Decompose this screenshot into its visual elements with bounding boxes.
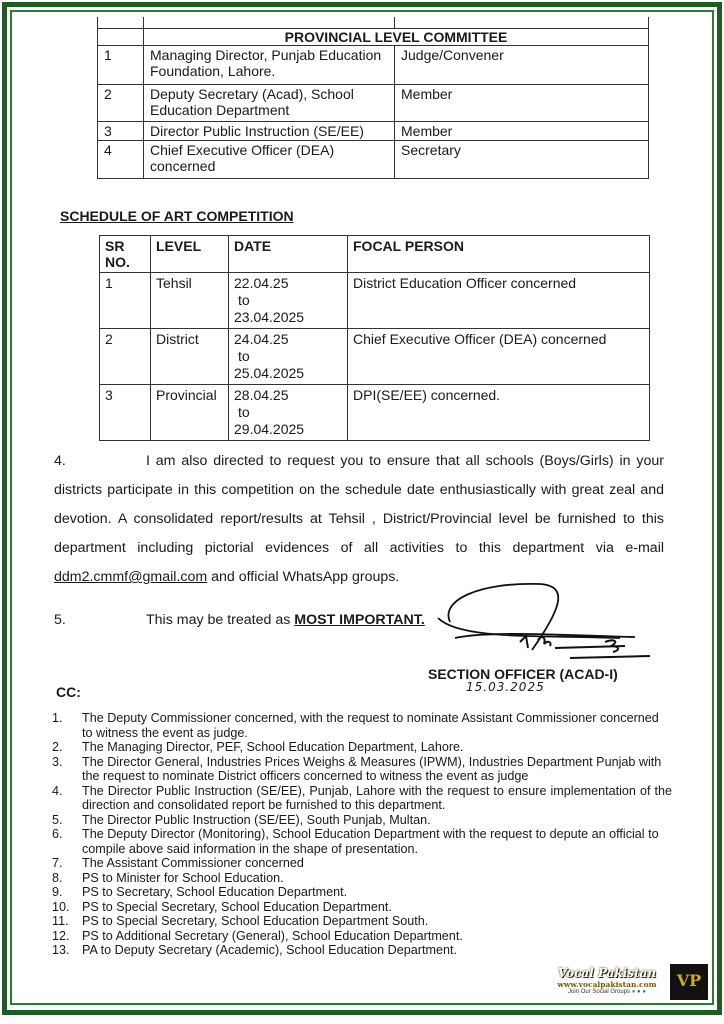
schedule-header-date: DATE [229,236,348,273]
cc-item [52,827,672,856]
most-important-emphasis: MOST IMPORTANT. [294,612,425,628]
committee-sr: 2 [98,84,144,121]
cc-item [52,914,672,929]
cc-text: The Managing Director, PEF, School Education Department, Lahore. [82,740,464,754]
cc-number: 9. [52,885,63,899]
schedule-table [99,235,650,441]
cc-item [52,856,672,871]
cc-number: 8. [52,870,63,885]
schedule-date [229,329,348,385]
committee-row [98,140,649,178]
committee-member: Chief Executive Officer (DEA) concerned [144,140,395,178]
committee-role: Member [395,84,649,121]
schedule-level: District [151,329,229,385]
schedule-sr: 1 [100,273,151,329]
paragraph-number: 4. [54,453,66,469]
linkedin-icon: ● [642,989,646,995]
cc-text: The Director Public Instruction (SE/EE), South Punjab, Multan. [82,812,431,827]
cc-text: The Deputy Director (Monitoring), School Education Department with the request to depute an official to compile above said information in the shape of presentation. [82,827,659,856]
committee-row [98,45,649,84]
cc-item [52,885,672,900]
paragraph-number: 5. [54,612,66,628]
cc-text: PS to Special Secretary, School Education Department. [82,899,392,914]
schedule-row [100,273,650,329]
committee-member: Director Public Instruction (SE/EE) [144,121,395,140]
committee-row [98,84,649,121]
schedule-header-row [100,236,650,273]
schedule-header-focal: FOCAL PERSON [348,236,650,273]
schedule-header-level: LEVEL [151,236,229,273]
cc-item [52,943,672,958]
schedule-sr: 2 [100,329,151,385]
watermark-join [548,989,666,995]
date-to-word: to [238,348,250,364]
watermark-url: www.vocalpakistan.com [557,980,657,989]
schedule-header-sr: SR NO. [100,236,151,273]
schedule-focal: District Education Officer concerned [348,273,650,329]
cc-number: 1. [52,711,63,725]
cc-number: 13. [52,943,70,957]
committee-sr: 3 [98,121,144,140]
signature-icon [420,580,660,680]
date-from: 24.04.25 [234,331,289,347]
schedule-date [229,385,348,441]
vocal-pakistan-watermark[interactable] [548,964,708,1004]
join-text: Join Our Social Groups [568,989,631,995]
schedule-sr: 3 [100,385,151,441]
cc-text: The Director General, Industries Prices Weighs & Measures (IPWM), Industries Department Punjab with the request to nominate District officers concerned to witness the event as judge [82,754,662,783]
committee-sr: 4 [98,140,144,178]
whatsapp-icon: ● [631,989,636,995]
cc-text: The Deputy Commissioner concerned, with the request to nominate Assistant Commissioner concerned to witness the event as judge. [82,711,659,740]
cc-number: 10. [52,899,70,914]
committee-sr: 1 [98,45,144,84]
committee-member: Deputy Secretary (Acad), School Education Department [144,84,395,121]
cc-number: 2. [52,740,63,754]
schedule-level: Provincial [151,385,229,441]
committee-role: Secretary [395,140,649,178]
date-to: 29.04.2025 [234,421,305,437]
vp-logo-icon: VP [670,964,708,1000]
cc-text: PS to Special Secretary, School Education Department South. [82,914,429,928]
cc-item [52,871,672,886]
committee-table-header-row [98,28,649,45]
watermark-text [548,966,666,995]
cc-item [52,813,672,828]
paragraph-text: This may be treated as [146,612,295,628]
schedule-row [100,385,650,441]
cc-number: 6. [52,827,63,841]
cc-item [52,784,672,813]
schedule-focal: Chief Executive Officer (DEA) concerned [348,329,650,385]
committee-role: Judge/Convener [395,45,649,84]
cc-number: 7. [52,856,63,870]
committee-table-header: PROVINCIAL LEVEL COMMITTEE [144,28,649,45]
cc-item [52,740,672,755]
cc-number: 5. [52,812,63,827]
schedule-date [229,273,348,329]
cc-item [52,755,672,784]
date-to-word: to [238,292,250,308]
date-from: 22.04.25 [234,275,289,291]
cc-text: The Assistant Commissioner concerned [82,856,304,870]
signature-date: 15.03.2025 [466,680,545,694]
cc-number: 3. [52,754,63,769]
facebook-icon: ● [637,989,641,995]
cc-number: 12. [52,928,70,943]
committee-table-partial-row [98,17,649,28]
email-link[interactable]: ddm2.cmmf@gmail.com [54,569,208,585]
cc-label: CC: [56,684,81,700]
paragraph-text-end: and official WhatsApp groups. [207,569,400,585]
cc-text: PA to Deputy Secretary (Academic), School Education Department. [82,943,457,957]
date-to-word: to [238,404,250,420]
committee-table [97,17,649,179]
cc-item [52,900,672,915]
schedule-focal: DPI(SE/EE) concerned. [348,385,650,441]
cc-text: The Director Public Instruction (SE/EE), Punjab, Lahore with the request to ensure implementation of the direction and consolidated report be furnished to this department. [82,783,672,812]
committee-role: Member [395,121,649,140]
committee-member: Managing Director, Punjab Education Foundation, Lahore. [144,45,395,84]
date-from: 28.04.25 [234,387,289,403]
paragraph-text: I am also directed to request you to ensure that all schools (Boys/Girls) in your districts participate in this competition on the schedule date enthusiastically with great zeal and devotion. A consolidated report/results at Tehsil , District/Provincial level be furnished to this department including pictorial evidences of all activities to this department via e-mail [54,453,664,556]
paragraph-4 [54,447,664,592]
committee-row [98,121,649,140]
cc-number: 11. [52,914,69,928]
cc-text: PS to Minister for School Education. [82,870,284,885]
cc-item [52,711,672,740]
cc-text: PS to Secretary, School Education Department. [82,885,348,899]
watermark-name: Vocal Pakistan [557,966,657,980]
schedule-title: SCHEDULE OF ART COMPETITION [60,208,294,224]
signatory-title: SECTION OFFICER (ACAD-I) [428,666,618,682]
date-to: 23.04.2025 [234,309,305,325]
schedule-row [100,329,650,385]
cc-item [52,929,672,944]
schedule-level: Tehsil [151,273,229,329]
cc-list [52,711,672,958]
cc-text: PS to Additional Secretary (General), School Education Department. [82,928,463,943]
date-to: 25.04.2025 [234,365,305,381]
cc-number: 4. [52,783,63,798]
